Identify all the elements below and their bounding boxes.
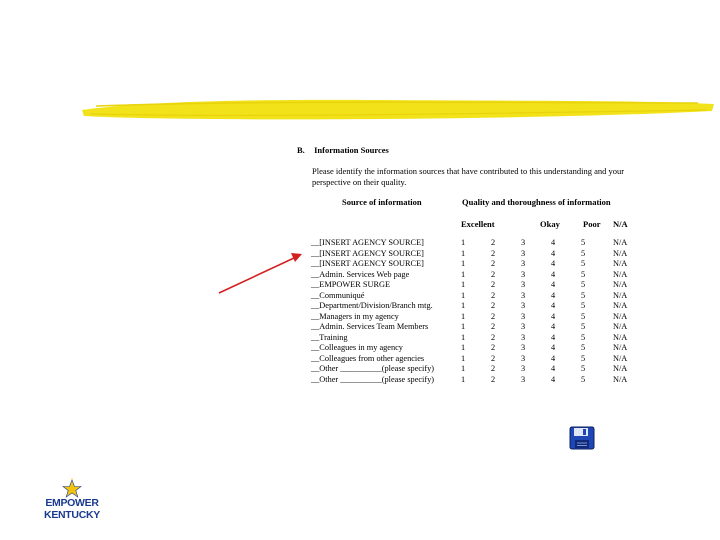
rating-4-option[interactable]: 4 bbox=[551, 238, 556, 247]
rating-4-option[interactable]: 4 bbox=[551, 364, 556, 373]
source-label[interactable]: __Admin. Services Web page bbox=[311, 269, 410, 279]
rating-2-option[interactable]: 2 bbox=[491, 290, 496, 300]
rating-2-option[interactable]: 2 bbox=[491, 238, 496, 247]
table-row bbox=[0, 291, 720, 302]
table-row bbox=[0, 280, 720, 291]
rating-na-option[interactable]: N/A bbox=[613, 238, 628, 247]
rating-3-option[interactable]: 3 bbox=[521, 353, 526, 363]
rating-label-excellent: Excellent bbox=[461, 219, 495, 229]
rating-2-option[interactable]: 2 bbox=[491, 364, 496, 373]
rating-1-option[interactable]: 1 bbox=[461, 248, 466, 258]
logo-line-kentucky: KENTUCKY bbox=[44, 509, 100, 521]
rating-2-option[interactable]: 2 bbox=[491, 248, 496, 258]
rating-4-option[interactable]: 4 bbox=[551, 343, 556, 352]
rating-2-option[interactable]: 2 bbox=[491, 259, 496, 268]
rating-1-option[interactable]: 1 bbox=[461, 332, 466, 342]
rating-5-option[interactable]: 5 bbox=[581, 301, 586, 310]
rating-2-option[interactable]: 2 bbox=[491, 311, 496, 321]
rating-3-option[interactable]: 3 bbox=[521, 364, 526, 373]
source-column-header: Source of information bbox=[342, 197, 422, 207]
rating-4-option[interactable]: 4 bbox=[551, 280, 556, 289]
source-label[interactable]: __Managers in my agency bbox=[311, 311, 399, 321]
rating-na-option[interactable]: N/A bbox=[613, 353, 628, 363]
rating-1-option[interactable]: 1 bbox=[461, 238, 466, 247]
yellow-brush-stroke bbox=[78, 94, 718, 126]
rating-5-option[interactable]: 5 bbox=[581, 353, 586, 363]
rating-1-option[interactable]: 1 bbox=[461, 280, 466, 289]
table-row bbox=[0, 238, 720, 249]
rating-na-option[interactable]: N/A bbox=[613, 332, 628, 342]
rating-5-option[interactable]: 5 bbox=[581, 290, 586, 300]
section-intro-text: Please identify the information sources that have contributed to this understanding and your perspective on their quality. bbox=[312, 166, 625, 187]
source-label[interactable]: __Training bbox=[311, 332, 348, 342]
rating-4-option[interactable]: 4 bbox=[551, 353, 556, 363]
rating-3-option[interactable]: 3 bbox=[521, 238, 526, 247]
table-row bbox=[0, 249, 720, 260]
rating-2-option[interactable]: 2 bbox=[491, 280, 496, 289]
rating-3-option[interactable]: 3 bbox=[521, 269, 526, 279]
rating-4-option[interactable]: 4 bbox=[551, 322, 556, 331]
rating-1-option[interactable]: 1 bbox=[461, 259, 466, 268]
source-label[interactable]: __Communiqué bbox=[311, 290, 365, 300]
star-icon bbox=[44, 478, 100, 498]
rating-scale-header bbox=[0, 219, 720, 231]
quality-column-header: Quality and thoroughness of information bbox=[462, 197, 611, 207]
rating-na-option[interactable]: N/A bbox=[613, 280, 628, 289]
rating-4-option[interactable]: 4 bbox=[551, 269, 556, 279]
rating-1-option[interactable]: 1 bbox=[461, 374, 466, 384]
rating-4-option[interactable]: 4 bbox=[551, 311, 556, 321]
rating-3-option[interactable]: 3 bbox=[521, 259, 526, 268]
rating-2-option[interactable]: 2 bbox=[491, 343, 496, 352]
rating-4-option[interactable]: 4 bbox=[551, 259, 556, 268]
rating-label-poor: Poor bbox=[583, 219, 601, 229]
rating-5-option[interactable]: 5 bbox=[581, 332, 586, 342]
source-label[interactable]: __[INSERT AGENCY SOURCE] bbox=[311, 248, 424, 258]
rating-3-option[interactable]: 3 bbox=[521, 311, 526, 321]
rating-1-option[interactable]: 1 bbox=[461, 364, 466, 373]
rating-5-option[interactable]: 5 bbox=[581, 343, 586, 352]
table-row bbox=[0, 312, 720, 323]
source-label[interactable]: __Colleagues in my agency bbox=[311, 343, 403, 352]
source-label[interactable]: __Other __________(please specify) bbox=[311, 374, 435, 384]
rating-2-option[interactable]: 2 bbox=[491, 374, 496, 384]
rating-5-option[interactable]: 5 bbox=[581, 248, 586, 258]
rating-5-option[interactable]: 5 bbox=[581, 322, 586, 331]
rating-3-option[interactable]: 3 bbox=[521, 280, 526, 289]
section-heading bbox=[297, 145, 389, 155]
section-number: B. bbox=[297, 145, 305, 155]
section-title: Information Sources bbox=[314, 145, 389, 155]
rating-3-option[interactable]: 3 bbox=[521, 322, 526, 331]
source-label[interactable]: __Department/Division/Branch mtg. bbox=[311, 301, 433, 310]
rating-5-option[interactable]: 5 bbox=[581, 238, 586, 247]
rating-4-option[interactable]: 4 bbox=[551, 290, 556, 300]
rating-2-option[interactable]: 2 bbox=[491, 332, 496, 342]
rating-1-option[interactable]: 1 bbox=[461, 322, 466, 331]
empower-kentucky-logo bbox=[44, 478, 100, 524]
rating-3-option[interactable]: 3 bbox=[521, 332, 526, 342]
table-row bbox=[0, 301, 720, 312]
rating-5-option[interactable]: 5 bbox=[581, 259, 586, 268]
table-row bbox=[0, 364, 720, 375]
rating-3-option[interactable]: 3 bbox=[521, 343, 526, 352]
rating-5-option[interactable]: 5 bbox=[581, 364, 586, 373]
table-row bbox=[0, 333, 720, 344]
table-row bbox=[0, 259, 720, 270]
rating-na-option[interactable]: N/A bbox=[613, 343, 628, 352]
table-row bbox=[0, 270, 720, 281]
source-rating-table bbox=[0, 238, 720, 385]
rating-1-option[interactable]: 1 bbox=[461, 343, 466, 352]
table-row bbox=[0, 354, 720, 365]
rating-5-option[interactable]: 5 bbox=[581, 269, 586, 279]
save-button[interactable] bbox=[569, 426, 595, 450]
rating-2-option[interactable]: 2 bbox=[491, 322, 496, 331]
rating-na-option[interactable]: N/A bbox=[613, 364, 628, 373]
rating-label-na: N/A bbox=[613, 219, 628, 229]
source-label[interactable]: __Admin. Services Team Members bbox=[311, 322, 429, 331]
rating-1-option[interactable]: 1 bbox=[461, 353, 466, 363]
source-label[interactable]: __Colleagues from other agencies bbox=[311, 353, 425, 363]
source-label[interactable]: __EMPOWER SURGE bbox=[311, 280, 391, 289]
rating-5-option[interactable]: 5 bbox=[581, 374, 586, 384]
rating-label-okay: Okay bbox=[540, 219, 560, 229]
rating-1-option[interactable]: 1 bbox=[461, 311, 466, 321]
rating-4-option[interactable]: 4 bbox=[551, 332, 556, 342]
rating-2-option[interactable]: 2 bbox=[491, 269, 496, 279]
table-row bbox=[0, 343, 720, 354]
rating-3-option[interactable]: 3 bbox=[521, 374, 526, 384]
rating-5-option[interactable]: 5 bbox=[581, 280, 586, 289]
rating-4-option[interactable]: 4 bbox=[551, 301, 556, 310]
rating-na-option[interactable]: N/A bbox=[613, 248, 628, 258]
rating-3-option[interactable]: 3 bbox=[521, 290, 526, 300]
rating-1-option[interactable]: 1 bbox=[461, 290, 466, 300]
source-label[interactable]: __[INSERT AGENCY SOURCE] bbox=[311, 238, 424, 247]
rating-na-option[interactable]: N/A bbox=[613, 322, 628, 331]
floppy-disk-icon bbox=[569, 426, 595, 450]
table-row bbox=[0, 375, 720, 386]
rating-2-option[interactable]: 2 bbox=[491, 353, 496, 363]
rating-na-option[interactable]: N/A bbox=[613, 290, 628, 300]
rating-na-option[interactable]: N/A bbox=[613, 311, 628, 321]
source-label[interactable]: __[INSERT AGENCY SOURCE] bbox=[311, 259, 424, 268]
logo-line-empower: EMPOWER bbox=[45, 497, 99, 509]
rating-na-option[interactable]: N/A bbox=[613, 374, 628, 384]
rating-2-option[interactable]: 2 bbox=[491, 301, 496, 310]
rating-4-option[interactable]: 4 bbox=[551, 248, 556, 258]
table-row bbox=[0, 322, 720, 333]
source-label[interactable]: __Other __________(please specify) bbox=[311, 364, 435, 373]
rating-4-option[interactable]: 4 bbox=[551, 374, 556, 384]
rating-1-option[interactable]: 1 bbox=[461, 301, 466, 310]
rating-1-option[interactable]: 1 bbox=[461, 269, 466, 279]
rating-3-option[interactable]: 3 bbox=[521, 301, 526, 310]
rating-3-option[interactable]: 3 bbox=[521, 248, 526, 258]
rating-na-option[interactable]: N/A bbox=[613, 301, 628, 310]
rating-na-option[interactable]: N/A bbox=[613, 259, 628, 268]
rating-5-option[interactable]: 5 bbox=[581, 311, 586, 321]
rating-na-option[interactable]: N/A bbox=[613, 269, 628, 279]
